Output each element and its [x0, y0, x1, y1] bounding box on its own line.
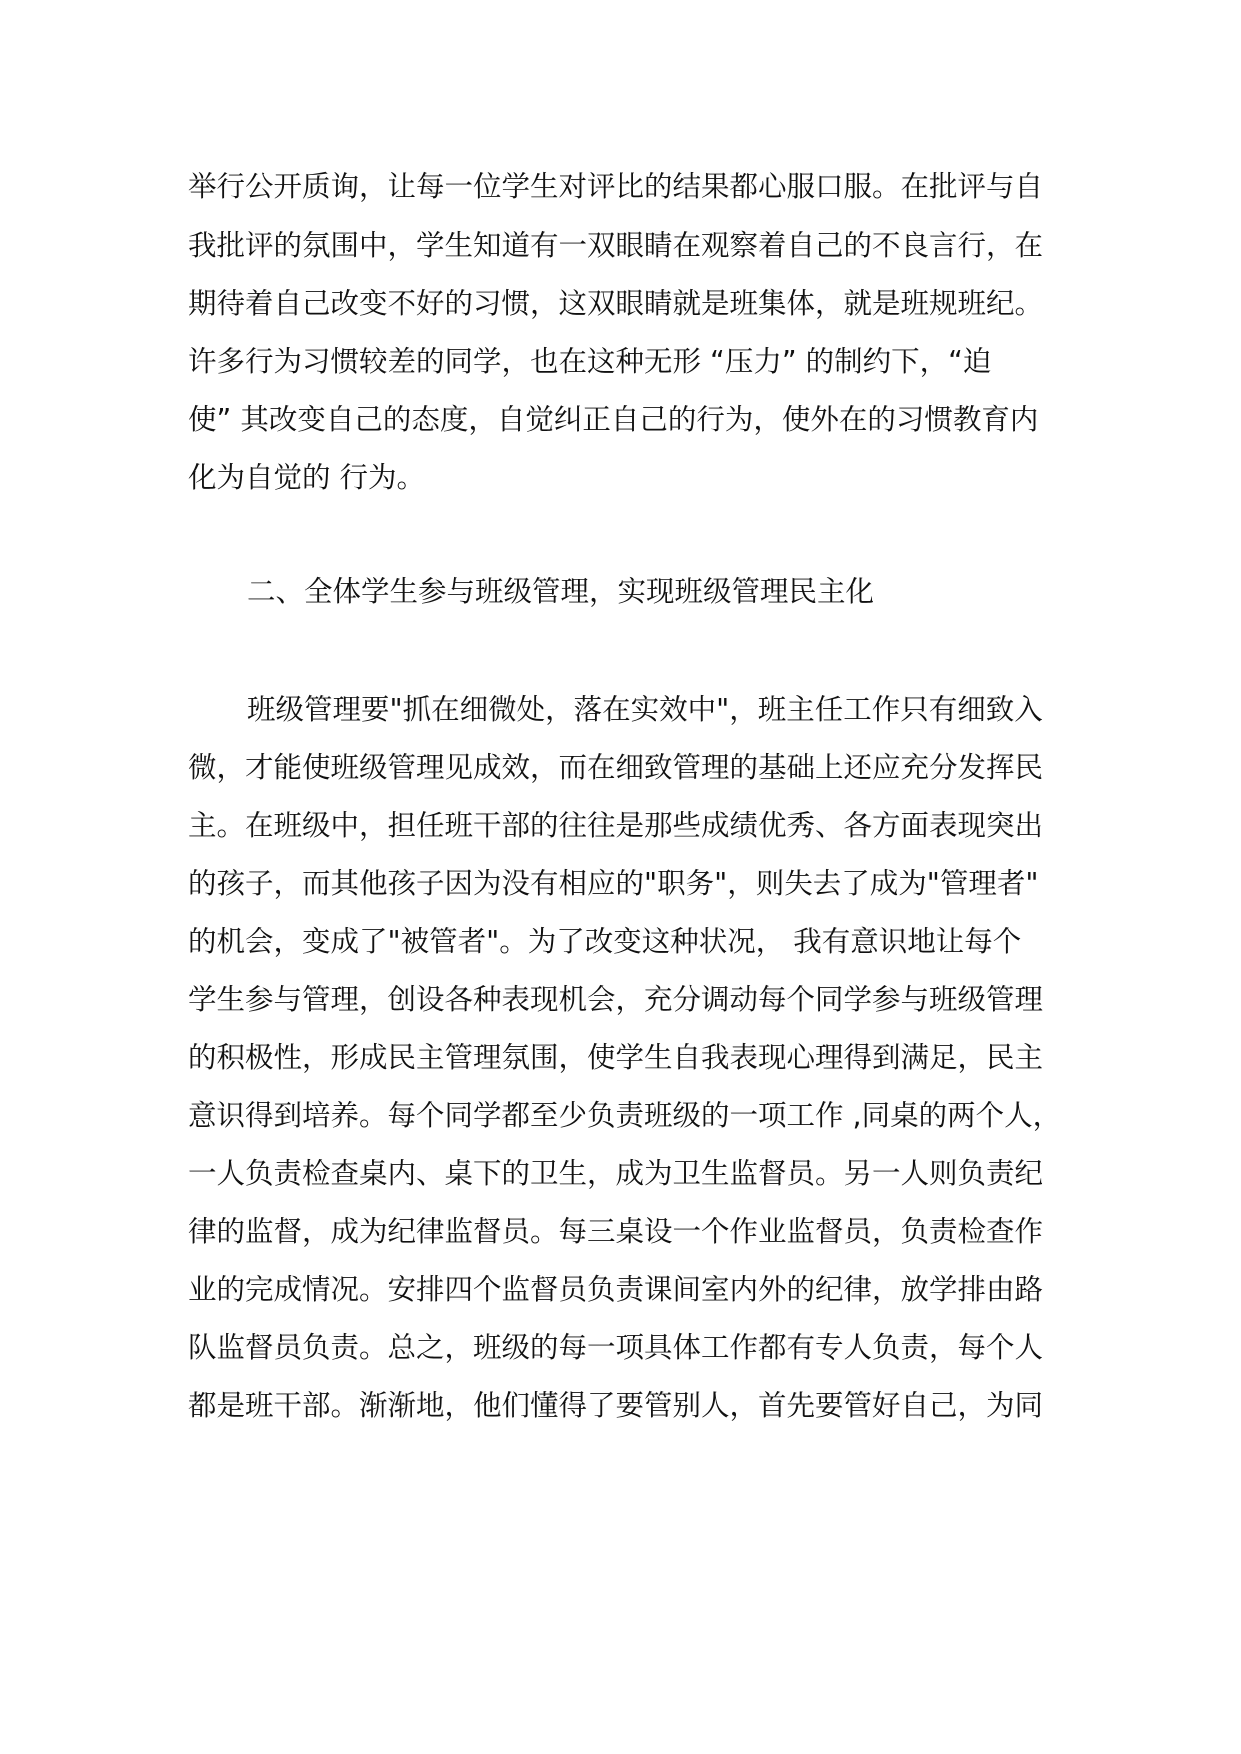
- paragraph-2-line-3: 主。在班级中，担任班干部的往往是那些成绩优秀、各方面表现突出: [188, 809, 1044, 842]
- paragraph-2-line-7: 的积极性，形成民主管理氛围，使学生自我表现心理得到满足，民主: [188, 1041, 1044, 1074]
- paragraph-2-line-12: 队监督员负责。总之，班级的每一项具体工作都有专人负责，每个人: [188, 1331, 1044, 1364]
- paragraph-2-line-2: 微，才能使班级管理见成效，而在细致管理的基础上还应充分发挥民: [188, 751, 1044, 784]
- paragraph-2-line-13: 都是班干部。渐渐地，他们懂得了要管别人，首先要管好自己，为同: [188, 1389, 1044, 1422]
- paragraph-1-line-4: 许多行为习惯较差的同学，也在这种无形 “压力” 的制约下，“迫: [188, 345, 992, 378]
- paragraph-2-line-8: 意识得到培养。每个同学都至少负责班级的一项工作 ,同桌的两个人，: [188, 1099, 1062, 1132]
- section-heading: 二、全体学生参与班级管理，实现班级管理民主化: [247, 575, 875, 608]
- paragraph-2-line-6: 学生参与管理，创设各种表现机会，充分调动每个同学参与班级管理: [188, 983, 1044, 1016]
- paragraph-2-line-4: 的孩子，而其他孩子因为没有相应的"职务"，则失去了成为"管理者": [188, 867, 1039, 900]
- paragraph-1-line-5: 使” 其改变自己的态度，自觉纠正自己的行为，使外在的习惯教育内: [188, 403, 1039, 436]
- paragraph-2-line-1: 班级管理要"抓在细微处，落在实效中"，班主任工作只有细致入: [247, 693, 1043, 726]
- paragraph-2-line-5: 的机会，变成了"被管者"。为了改变这种状况， 我有意识地让每个: [188, 925, 1022, 958]
- paragraph-1-line-2: 我批评的氛围中，学生知道有一双眼睛在观察着自己的不良言行，在: [188, 229, 1044, 262]
- paragraph-2-line-9: 一人负责检查桌内、桌下的卫生，成为卫生监督员。另一人则负责纪: [188, 1157, 1044, 1190]
- paragraph-2-line-10: 律的监督，成为纪律监督员。每三桌设一个作业监督员，负责检查作: [188, 1215, 1044, 1248]
- paragraph-1-line-3: 期待着自己改变不好的习惯，这双眼睛就是班集体，就是班规班纪。: [188, 287, 1044, 320]
- paragraph-2-line-11: 业的完成情况。安排四个监督员负责课间室内外的纪律，放学排由路: [188, 1273, 1044, 1306]
- paragraph-1-line-6: 化为自觉的 行为。: [188, 461, 426, 494]
- paragraph-1-line-1: 举行公开质询，让每一位学生对评比的结果都心服口服。在批评与自: [188, 170, 1044, 203]
